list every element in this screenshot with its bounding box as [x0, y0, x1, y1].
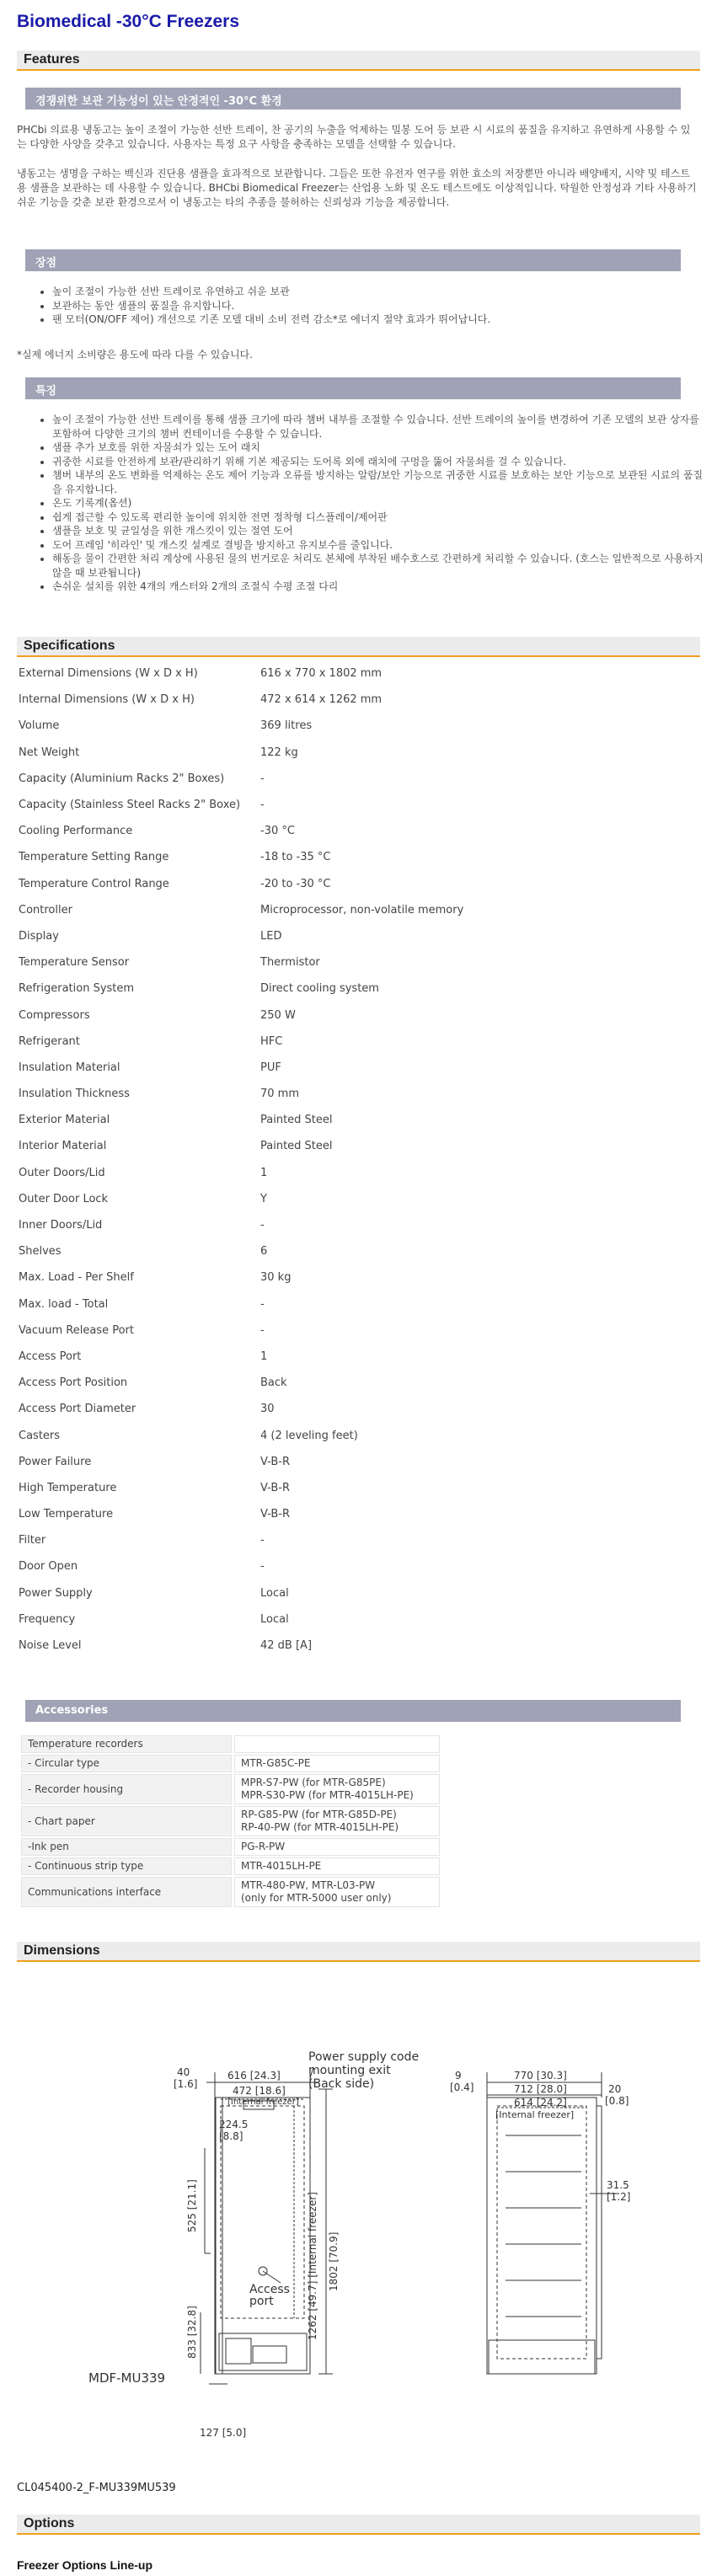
spec-label: Noise Level	[19, 1639, 82, 1653]
spec-value: LED	[260, 929, 282, 943]
table-row	[19, 1475, 597, 1501]
table-row	[19, 1422, 597, 1448]
spec-label: Insulation Material	[19, 1061, 120, 1074]
spec-value: Direct cooling system	[260, 982, 379, 996]
spec-label: Compressors	[19, 1008, 90, 1022]
spec-label: Refrigeration System	[19, 982, 135, 996]
spec-value: 472 x 614 x 1262 mm	[260, 693, 383, 707]
base-grille	[219, 2333, 307, 2370]
list-item: • 샘플 추가 보호를 위한 자물쇠가 있는 도어 래치	[52, 441, 709, 455]
spec-value: -	[260, 772, 265, 785]
spec-value: -18 to -35 °C	[260, 851, 331, 864]
spec-label: External Dimensions (W x D x H)	[19, 667, 198, 681]
advantages-footnote: *실제 에너지 소비량은 용도에 따라 다를 수 있습니다.	[17, 349, 253, 361]
base-vent	[226, 2338, 251, 2364]
accessory-label: - Continuous strip type	[21, 1857, 232, 1875]
accessory-value: MTR-480-PW, MTR-L03-PW (only for MTR-5000 user only)	[234, 1877, 440, 1907]
table-row	[19, 1633, 597, 1659]
table-row	[19, 1107, 597, 1133]
table-row	[19, 1606, 597, 1633]
table-row	[19, 766, 597, 792]
spec-label: Exterior Material	[19, 1114, 110, 1127]
table-row	[19, 1317, 597, 1344]
spec-value: Local	[260, 1586, 289, 1600]
dim-label: 40	[177, 2066, 190, 2078]
annotation-access-port: Access	[249, 2283, 290, 2296]
spec-value: V-B-R	[260, 1508, 291, 1521]
spec-label: Capacity (Stainless Steel Racks 2" Boxe)	[19, 799, 241, 812]
spec-value: 616 x 770 x 1802 mm	[260, 667, 383, 681]
table-row	[19, 687, 597, 713]
list-item: • 챔버 내부의 온도 변화를 억제하는 온도 제어 기능과 오류를 방지하는 알람/보안 기능으로 귀중한 시료를 보호하는 보안 기능으로 보관된 시료의 품질을 유지합니다.	[52, 468, 709, 496]
characteristics-list	[37, 413, 709, 594]
spec-value: Local	[260, 1612, 289, 1626]
table-row	[19, 1186, 597, 1212]
table-row	[19, 1449, 597, 1475]
list-item: • 도어 프레임 '히라인' 및 개스킷 설계로 결빙을 방지하고 유지보수를 줄입니다.	[52, 538, 709, 553]
accessory-value: MTR-4015LH-PE	[234, 1857, 440, 1875]
spec-value: 30 kg	[260, 1271, 292, 1285]
spec-value: -	[260, 1297, 265, 1311]
table-row	[19, 871, 597, 897]
dim-label: [0.4]	[450, 2082, 474, 2093]
table-row	[19, 1081, 597, 1107]
table-row	[21, 1755, 440, 1772]
spec-label: Access Port Diameter	[19, 1403, 136, 1416]
dim-label: 1262 [49.7] [Internal freezer]	[307, 2192, 318, 2340]
dim-label: 833 [32.8]	[186, 2306, 198, 2359]
characteristics-bar	[25, 377, 681, 399]
table-row	[19, 1002, 597, 1028]
accessory-label: - Recorder housing	[21, 1774, 232, 1804]
spec-value: -	[260, 1534, 265, 1547]
spec-value: 122 kg	[260, 746, 298, 759]
list-item: • 샘플을 보호 및 균일성을 위한 개스킷이 있는 절연 도어	[52, 524, 709, 538]
features-section-header	[17, 51, 700, 71]
spec-value: 30	[260, 1403, 275, 1416]
spec-value: -	[260, 1323, 265, 1337]
base-panel	[253, 2346, 286, 2363]
spec-value: -30 °C	[260, 825, 295, 838]
spec-label: Interior Material	[19, 1140, 107, 1153]
spec-value: -	[260, 1560, 265, 1574]
table-row	[19, 1212, 597, 1238]
spec-label: Insulation Thickness	[19, 1088, 130, 1101]
accessories-heading: Accessories	[35, 1704, 109, 1717]
specifications-table	[19, 660, 597, 1659]
characteristics-title: 특징	[35, 385, 57, 398]
spec-value: Painted Steel	[260, 1114, 333, 1127]
accessories-bar	[25, 1700, 681, 1722]
dim-label: [1.6]	[174, 2078, 198, 2090]
table-row	[19, 1396, 597, 1422]
accessory-value: MPR-S7-PW (for MTR-G85PE) MPR-S30-PW (for MTR-4015LH-PE)	[234, 1774, 440, 1804]
annotation-power-supply: (Back side)	[308, 2077, 375, 2091]
spec-label: Power Failure	[19, 1455, 92, 1468]
dimensions-heading: Dimensions	[24, 1943, 100, 1958]
list-item: • 높이 조절이 가능한 선반 트레이를 통해 샘플 크기에 따라 챔버 내부를 조절할 수 있습니다. 선반 트레이의 높이를 변경하여 기존 모델의 보관 상자를 포함하여 다양한 크기의 챔버 컨테이너를 수용할 수 있습니다.	[52, 413, 709, 441]
table-row	[19, 1370, 597, 1396]
spec-value: 70 mm	[260, 1088, 300, 1101]
list-item: • 팬 모터(ON/OFF 제어) 개선으로 기존 모델 대비 소비 전력 감소*로 에너지 절약 효과가 뛰어납니다.	[52, 313, 709, 327]
dim-label: 712 [28.0]	[514, 2083, 567, 2095]
spec-label: Frequency	[19, 1612, 76, 1626]
annotation-power-supply: mounting exit	[308, 2064, 391, 2077]
features-paragraph-1: PHCbi 의료용 냉동고는 높이 조절이 가능한 선반 트레이, 찬 공기의 누출을 억제하는 밀봉 도어 등 보관 시 시료의 품질을 유지하고 유연하게 사용할 수 있는 다양한 사양을 갖추고 있습니다. 사용자는 특정 요구 사항을 충족하는 모델을 선택할 수 있습니다.	[17, 124, 691, 150]
table-row	[21, 1735, 440, 1753]
table-row	[19, 713, 597, 739]
spec-label: Net Weight	[19, 746, 80, 759]
dim-label: 616 [24.3]	[227, 2070, 281, 2082]
spec-label: Display	[19, 929, 59, 943]
advantages-list	[37, 285, 709, 327]
spec-value: V-B-R	[260, 1481, 291, 1494]
dim-label: [1.2]	[607, 2191, 631, 2203]
table-row	[21, 1774, 440, 1804]
dim-label: 614 [24.2]	[514, 2097, 567, 2108]
dimension-drawing	[0, 1963, 717, 2468]
spec-label: Volume	[19, 719, 60, 733]
dim-label: 31.5	[607, 2179, 629, 2191]
door-side-edge	[597, 2106, 602, 2359]
model-label: MDF-MU339	[88, 2370, 166, 2386]
features-banner	[25, 88, 681, 110]
spec-label: Vacuum Release Port	[19, 1323, 134, 1337]
options-subheading: Freezer Options Line-up	[17, 2558, 153, 2572]
spec-label: High Temperature	[19, 1481, 117, 1494]
freezer-side-body	[487, 2098, 597, 2374]
spec-value: -	[260, 799, 265, 812]
options-heading: Options	[24, 2516, 75, 2531]
spec-label: Temperature Sensor	[19, 956, 130, 970]
dim-label: 525 [21.1]	[186, 2179, 198, 2232]
dim-label: 9	[455, 2070, 462, 2082]
spec-value: Thermistor	[260, 956, 320, 970]
dimensions-section-header	[17, 1942, 700, 1962]
table-row	[19, 1133, 597, 1159]
accessory-value: MTR-G85C-PE	[234, 1755, 440, 1772]
dim-label: 472 [18.6]	[233, 2085, 286, 2097]
document-reference: CL045400-2_F-MU339MU539	[17, 2482, 176, 2494]
spec-value: V-B-R	[260, 1455, 291, 1468]
spec-label: Access Port	[19, 1349, 82, 1363]
dim-label: [Internal freezer]	[227, 2098, 299, 2107]
spec-value: HFC	[260, 1034, 283, 1048]
spec-value: 6	[260, 1245, 268, 1259]
accessory-label: - Circular type	[21, 1755, 232, 1772]
annotation-access-port: port	[249, 2295, 274, 2308]
spec-label: Max. load - Total	[19, 1297, 109, 1311]
accessory-label: Communications interface	[21, 1877, 232, 1907]
accessory-value: PG-R-PW	[234, 1838, 440, 1856]
spec-label: Power Supply	[19, 1586, 93, 1600]
list-item: • 귀중한 시료를 안전하게 보관/관리하기 위해 기본 제공되는 도어록 외에 래치에 구멍을 뚫어 자물쇠를 걸 수 있습니다.	[52, 455, 709, 469]
features-banner-text: 경쟁위한 보관 기능성이 있는 안정적인 -30°C 환경	[35, 95, 282, 108]
spec-value: 4 (2 leveling feet)	[260, 1429, 358, 1442]
dim-label: 224.5	[219, 2119, 249, 2130]
annotation-power-supply: Power supply code	[308, 2050, 420, 2064]
list-item: • 쉽게 접근할 수 있도록 편리한 높이에 위치한 전면 정착형 디스플레이/제어판	[52, 510, 709, 525]
spec-label: Shelves	[19, 1245, 62, 1259]
dim-label: 127 [5.0]	[200, 2427, 247, 2439]
specifications-heading: Specifications	[24, 639, 115, 653]
spec-label: Door Open	[19, 1560, 78, 1574]
accessories-table	[19, 1734, 442, 1909]
spec-label: Refrigerant	[19, 1034, 80, 1048]
table-row	[19, 1553, 597, 1579]
dim-label: 20	[608, 2083, 622, 2095]
table-row	[19, 1160, 597, 1186]
spec-value: Painted Steel	[260, 1140, 333, 1153]
accessory-label: -Ink pen	[21, 1838, 232, 1856]
spec-label: Outer Doors/Lid	[19, 1166, 105, 1179]
table-row	[19, 1580, 597, 1606]
table-row	[19, 1029, 597, 1055]
table-row	[19, 1501, 597, 1527]
spec-value: Y	[260, 1192, 267, 1205]
spec-value: 369 litres	[260, 719, 313, 733]
features-heading: Features	[24, 52, 80, 67]
table-row	[21, 1806, 440, 1836]
spec-label: Filter	[19, 1534, 46, 1547]
table-row	[19, 1264, 597, 1291]
spec-value: 250 W	[260, 1008, 296, 1022]
spec-label: Outer Door Lock	[19, 1192, 109, 1205]
spec-label: Inner Doors/Lid	[19, 1219, 103, 1232]
table-row	[19, 1055, 597, 1081]
features-paragraph-2: 냉동고는 생명을 구하는 백신과 진단용 샘플을 효과적으로 보관합니다. 그들은 또한 유전자 연구를 위한 효소의 저장뿐만 아니라 배양배지, 시약 및 테스트용 샘플을 보관하는 데 사용할 수 있습니다. BHCbi Biomedical Freezer는 산업용 노화 및 온도 테스트에도 이상적입니다. 탁월한 안정성과 기타 사용하기 쉬운 기능을 갖춘 보관 환경으로서 이 냉동고는 타의 추종을 불허하는 신뢰성과 기능을 제공합니다.	[17, 168, 697, 208]
spec-value: 1	[260, 1166, 268, 1179]
table-row	[19, 1291, 597, 1317]
table-row	[19, 844, 597, 870]
spec-label: Cooling Performance	[19, 825, 133, 838]
accessory-label: Temperature recorders	[21, 1735, 232, 1753]
list-item: • 해동을 물이 간편한 처리 계상에 사용된 물의 번거로운 처리도 본체에 부착된 배수호스로 간편하게 처리할 수 있습니다. (호스는 일반적으로 사용하지 않을 때 보관됩니다)	[52, 552, 709, 580]
accessory-value: RP-G85-PW (for MTR-G85D-PE) RP-40-PW (for MTR-4015LH-PE)	[234, 1806, 440, 1836]
options-section-header	[17, 2515, 700, 2535]
table-row	[19, 1527, 597, 1553]
dim-label: 770 [30.3]	[514, 2070, 567, 2082]
spec-value: 42 dB [A]	[260, 1639, 313, 1653]
spec-value: PUF	[260, 1061, 281, 1074]
table-row	[19, 740, 597, 766]
table-row	[19, 897, 597, 923]
spec-label: Controller	[19, 903, 72, 917]
spec-label: Casters	[19, 1429, 61, 1442]
list-item: • 보관하는 동안 샘플의 품질을 유지합니다.	[52, 299, 709, 313]
advantages-bar	[25, 249, 681, 271]
page-title: Biomedical -30°C Freezers	[17, 12, 240, 31]
table-row	[19, 1238, 597, 1264]
table-row	[21, 1877, 440, 1907]
table-row	[19, 792, 597, 818]
dim-label: [0.8]	[605, 2095, 629, 2107]
spec-label: Temperature Setting Range	[19, 851, 169, 864]
table-row	[19, 923, 597, 949]
table-row	[21, 1838, 440, 1856]
dim-label: 1802 [70.9]	[328, 2231, 340, 2291]
table-row	[21, 1857, 440, 1875]
spec-value: Microprocessor, non-volatile memory	[260, 903, 464, 917]
accessory-value	[234, 1735, 440, 1753]
spec-label: Low Temperature	[19, 1508, 114, 1521]
spec-label: Max. Load - Per Shelf	[19, 1271, 134, 1285]
table-row	[19, 1344, 597, 1370]
spec-label: Capacity (Aluminium Racks 2" Boxes)	[19, 772, 225, 785]
table-row	[19, 949, 597, 975]
spec-label: Access Port Position	[19, 1376, 128, 1390]
specifications-section-header	[17, 637, 700, 657]
spec-value: 1	[260, 1349, 268, 1363]
table-row	[19, 975, 597, 1002]
table-row	[19, 818, 597, 844]
list-item: • 손쉬운 설치를 위한 4개의 캐스터와 2개의 조절식 수평 조절 다리	[52, 580, 709, 594]
spec-value: -	[260, 1219, 265, 1232]
spec-value: Back	[260, 1376, 287, 1390]
advantages-title: 장점	[35, 257, 57, 270]
list-item: • 온도 기록계(옵션)	[52, 496, 709, 510]
spec-label: Temperature Control Range	[19, 877, 169, 890]
spec-label: Internal Dimensions (W x D x H)	[19, 693, 195, 707]
dim-label: [8.8]	[219, 2130, 243, 2142]
table-row	[19, 660, 597, 687]
list-item: • 높이 조절이 가능한 선반 트레이로 유연하고 쉬운 보관	[52, 285, 709, 299]
spec-value: -20 to -30 °C	[260, 877, 331, 890]
dim-label: [Internal freezer]	[495, 2109, 575, 2120]
accessory-label: - Chart paper	[21, 1806, 232, 1836]
